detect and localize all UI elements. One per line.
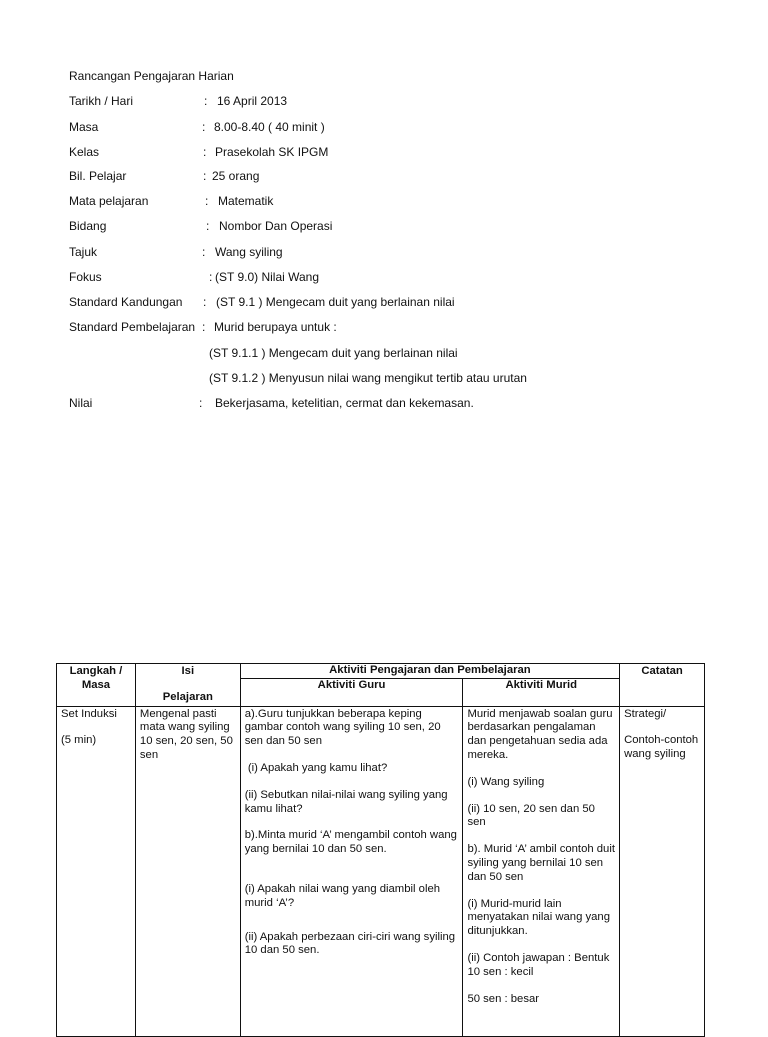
cell-langkah bbox=[57, 706, 136, 1036]
header-langkah: Langkah / Masa bbox=[57, 664, 136, 707]
isi-text: Mengenal pasti mata wang syiling 10 sen, 20 sen, 50 sen bbox=[139, 707, 233, 761]
cell-catatan bbox=[620, 706, 705, 1036]
field-label: Masa bbox=[69, 120, 99, 134]
field-value: 8.00-8.40 ( 40 minit ) bbox=[214, 120, 325, 134]
catatan-item: Contoh-contoh wang syiling bbox=[624, 734, 699, 761]
header-aktiviti: Aktiviti Pengajaran dan Pembelajaran bbox=[240, 664, 619, 679]
field-value: (ST 9.1.2 ) Menyusun nilai wang mengikut tertib atau urutan bbox=[209, 371, 527, 385]
header-isi bbox=[135, 664, 240, 707]
header-isi-bottom: Pelajaran bbox=[162, 690, 213, 703]
table-row bbox=[57, 706, 705, 1036]
field-label: Fokus bbox=[69, 270, 102, 284]
murid-item: (ii) Contoh jawapan : Bentuk 10 sen : kecil bbox=[467, 951, 610, 978]
field-label: Tarikh / Hari bbox=[69, 94, 134, 108]
field-colon: : bbox=[203, 169, 207, 183]
field-colon: : bbox=[203, 145, 207, 159]
catatan-item: Strategi/ bbox=[624, 707, 667, 720]
murid-item: Murid menjawab soalan guru berdasarkan pengalaman dan pengetahuan sedia ada mereka. bbox=[467, 707, 613, 761]
field-value: Wang syiling bbox=[215, 245, 283, 259]
field-label: Kelas bbox=[69, 145, 100, 159]
field-value: Matematik bbox=[218, 194, 274, 208]
field-colon: : bbox=[202, 120, 206, 134]
langkah-time: (5 min) bbox=[61, 734, 97, 747]
field-colon: : bbox=[202, 320, 206, 334]
field-colon: : bbox=[203, 295, 207, 309]
field-value: (ST 9.0) Nilai Wang bbox=[215, 270, 320, 284]
guru-item: (ii) Apakah perbezaan ciri-ciri wang syiling 10 dan 50 sen. bbox=[244, 930, 456, 957]
field-value: Bekerjasama, ketelitian, cermat dan kekemasan. bbox=[215, 396, 474, 410]
field-value: (ST 9.1.1 ) Mengecam duit yang berlainan nilai bbox=[209, 346, 458, 360]
murid-item: (i) Murid-murid lain menyatakan nilai wang yang ditunjukkan. bbox=[467, 897, 610, 938]
murid-item: 50 sen : besar bbox=[467, 992, 540, 1005]
guru-item: b).Minta murid ‘A’ mengambil contoh wang yang bernilai 10 dan 50 sen. bbox=[244, 829, 457, 856]
guru-item: (ii) Sebutkan nilai-nilai wang syiling yang kamu lihat? bbox=[244, 788, 448, 815]
field-value: Nombor Dan Operasi bbox=[219, 219, 333, 233]
cell-isi bbox=[135, 706, 240, 1036]
field-label: Bil. Pelajar bbox=[69, 169, 127, 183]
field-value: Murid berupaya untuk : bbox=[214, 320, 337, 334]
murid-item: b). Murid ‘A’ ambil contoh duit syiling yang bernilai 10 sen dan 50 sen bbox=[467, 843, 615, 883]
header-aktiviti-murid: Aktiviti Murid bbox=[463, 678, 620, 706]
guru-item: a).Guru tunjukkan beberapa keping gambar contoh wang syiling 10 sen, 20 sen dan 50 sen bbox=[244, 707, 441, 748]
cell-aktiviti-murid bbox=[463, 706, 620, 1036]
field-label: Standard Kandungan bbox=[69, 295, 183, 309]
header-aktiviti-guru: Aktiviti Guru bbox=[240, 678, 463, 706]
table-header-row bbox=[57, 664, 705, 679]
field-colon: : bbox=[209, 270, 213, 284]
header-isi-top: Isi bbox=[181, 665, 195, 677]
field-colon: : bbox=[199, 396, 203, 410]
field-value: Prasekolah SK IPGM bbox=[215, 145, 329, 159]
lesson-table bbox=[56, 663, 705, 1037]
field-colon: : bbox=[206, 219, 210, 233]
field-label: Nilai bbox=[69, 396, 93, 410]
field-label: Mata pelajaran bbox=[69, 194, 149, 208]
header-catatan: Catatan bbox=[620, 664, 705, 707]
field-value: 25 orang bbox=[212, 169, 260, 183]
field-label: Tajuk bbox=[69, 245, 98, 259]
murid-item: (i) Wang syiling bbox=[467, 775, 545, 788]
guru-item: (i) Apakah nilai wang yang diambil oleh murid ‘A’? bbox=[244, 882, 441, 909]
field-colon: : bbox=[204, 94, 208, 108]
field-value: 16 April 2013 bbox=[217, 94, 288, 108]
field-colon: : bbox=[205, 194, 209, 208]
guru-item: (i) Apakah yang kamu lihat? bbox=[244, 761, 388, 774]
cell-aktiviti-guru bbox=[240, 706, 463, 1036]
doc-title: Rancangan Pengajaran Harian bbox=[69, 69, 234, 83]
field-colon: : bbox=[202, 245, 206, 259]
murid-item: (ii) 10 sen, 20 sen dan 50 sen bbox=[467, 802, 595, 829]
field-label: Standard Pembelajaran bbox=[69, 320, 196, 334]
field-value: (ST 9.1 ) Mengecam duit yang berlainan nilai bbox=[216, 295, 455, 309]
langkah-step: Set Induksi bbox=[61, 707, 117, 720]
field-label: Bidang bbox=[69, 219, 107, 233]
